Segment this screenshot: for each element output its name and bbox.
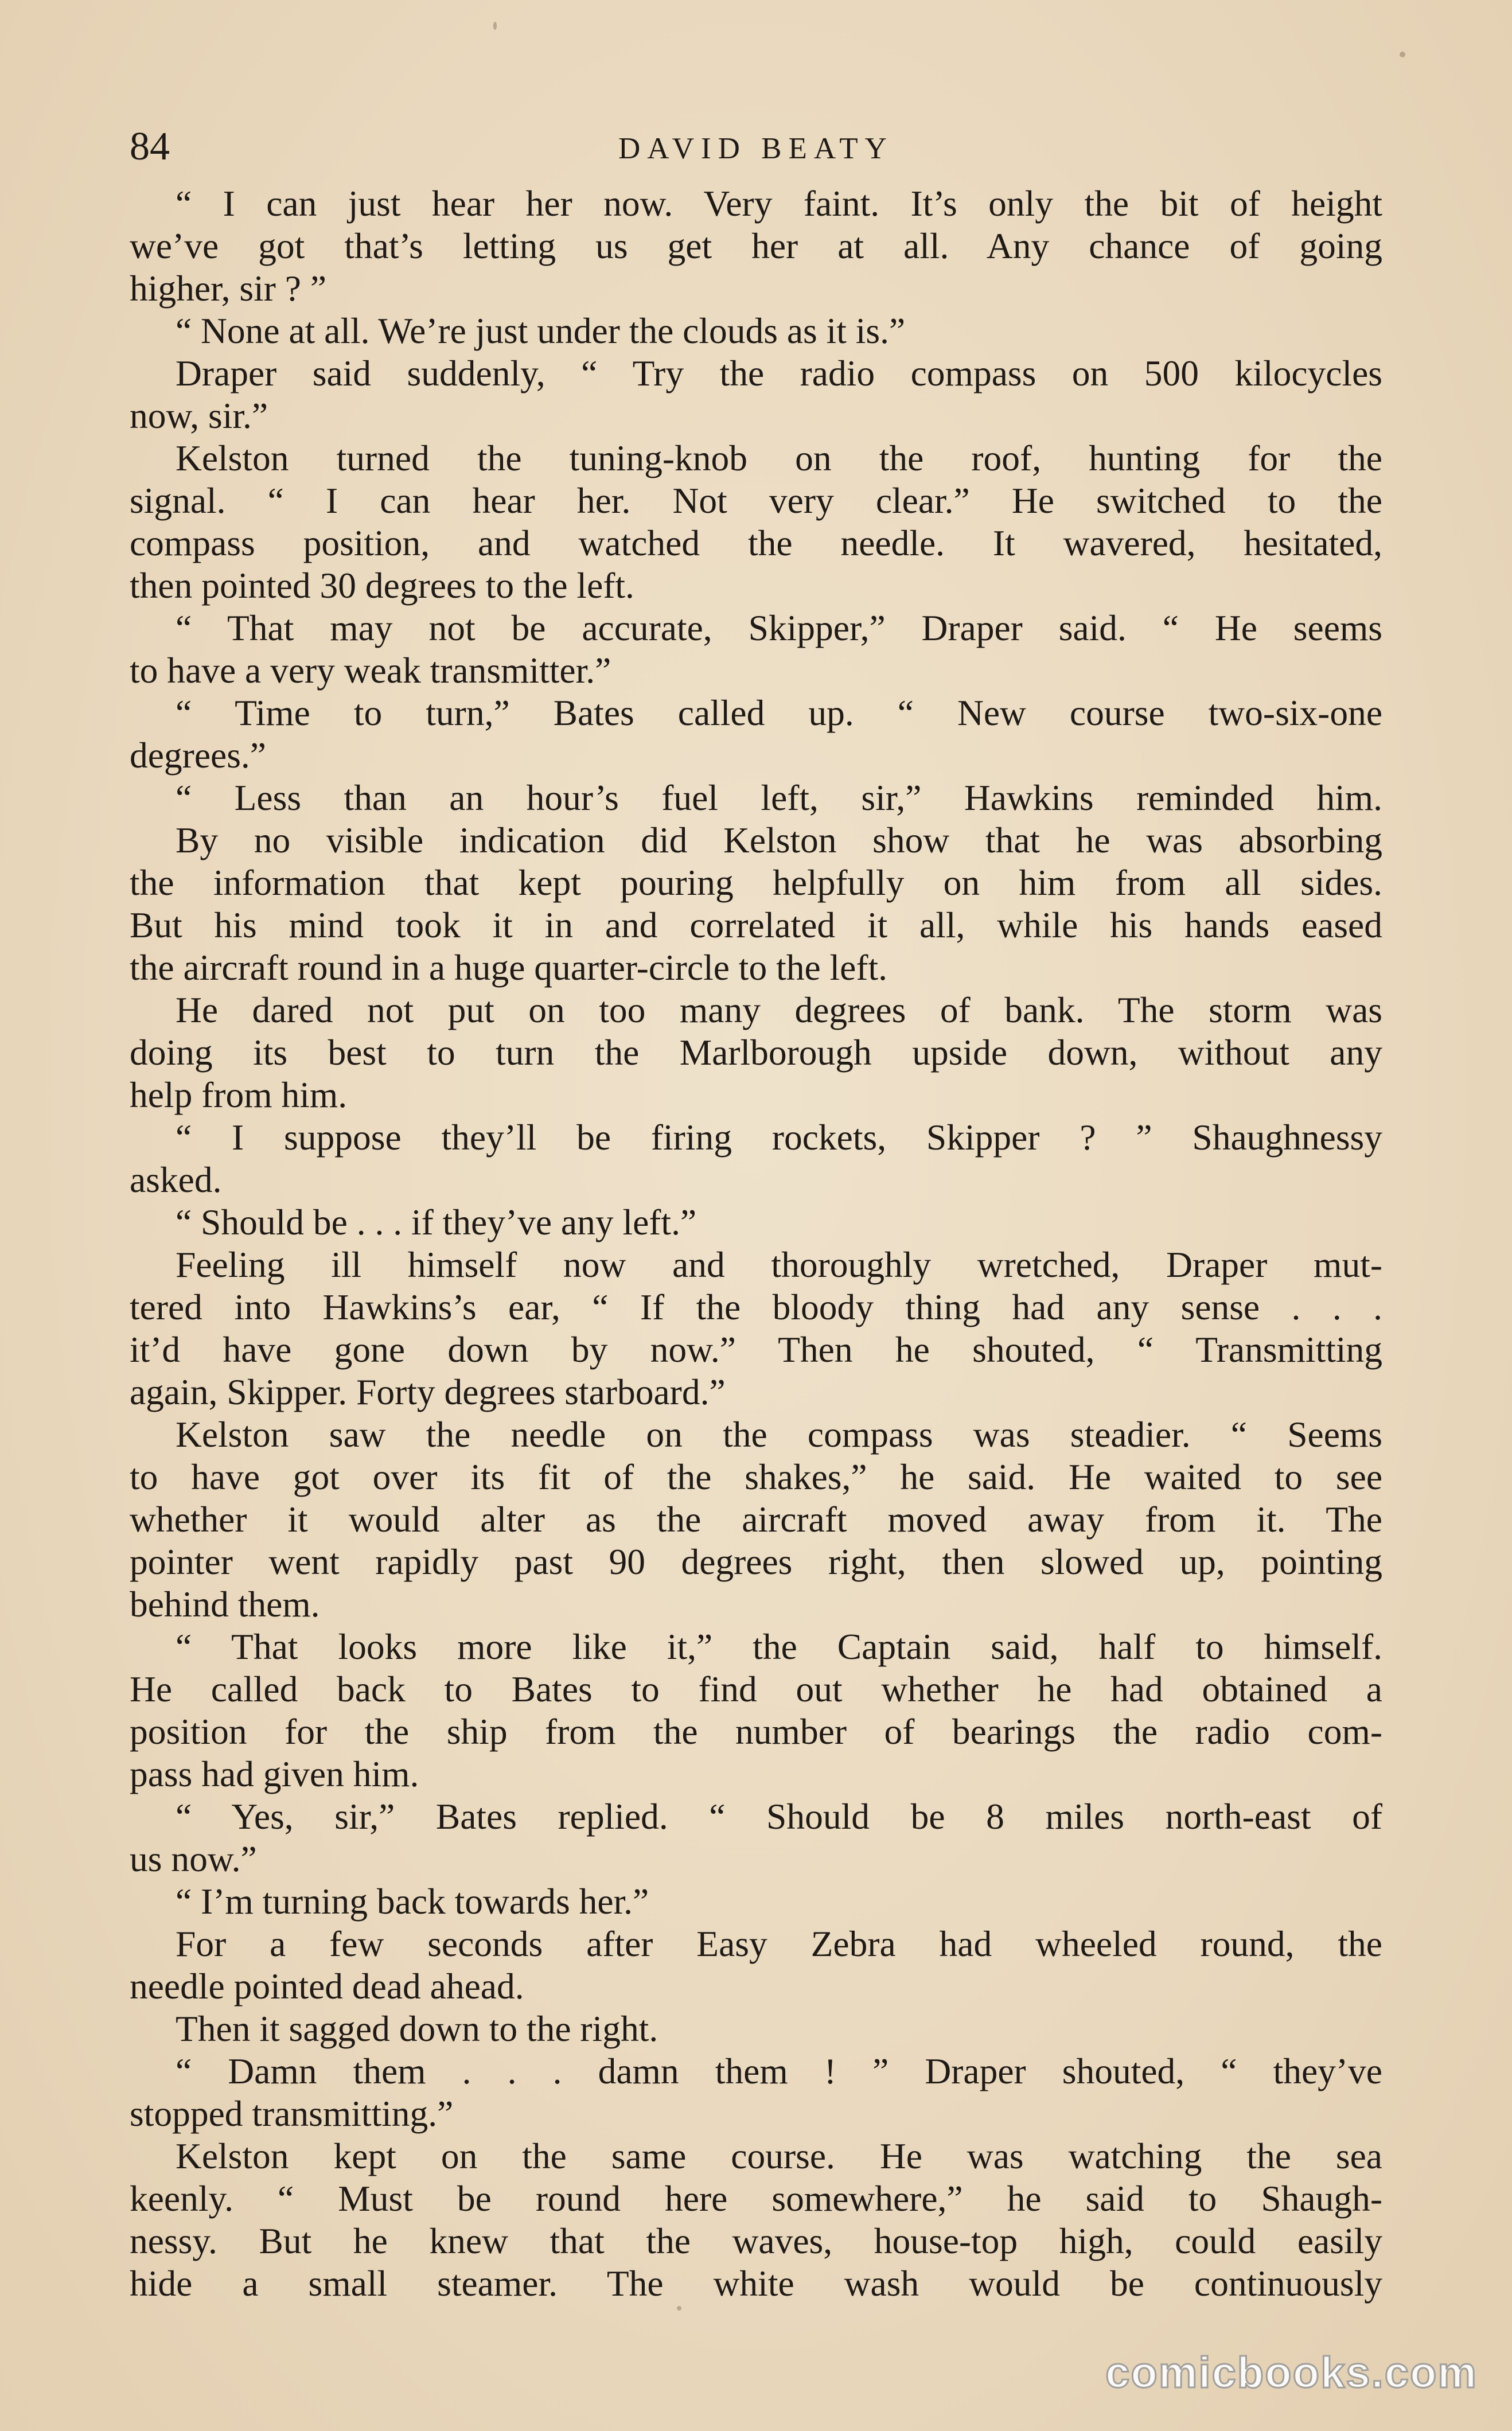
text-line: He called back to Bates to find out whether he had obtained a (130, 1669, 1382, 1709)
body-text (130, 182, 1382, 2305)
text-line: hide a small steamer. The white wash would be continuously (130, 2263, 1382, 2304)
text-line: He dared not put on too many degrees of bank. The storm was (176, 989, 1382, 1030)
text-line: asked. (130, 1159, 222, 1200)
text-line: tered into Hawkins’s ear, “ If the bloody thing had any sense . . . (130, 1287, 1382, 1327)
text-line: “ Time to turn,” Bates called up. “ New course two-six-one (176, 692, 1382, 733)
text-line: “ Should be . . . if they’ve any left.” (176, 1202, 697, 1242)
text-line: again, Skipper. Forty degrees starboard.” (130, 1372, 726, 1412)
text-line: the aircraft round in a huge quarter-circle to the left. (130, 947, 888, 988)
text-line: Kelston kept on the same course. He was watching the sea (176, 2136, 1382, 2176)
text-line: compass position, and watched the needle. It wavered, hesitated, (130, 523, 1382, 563)
book-page (130, 120, 1382, 2304)
text-line: higher, sir ? ” (130, 268, 327, 309)
text-line: “ I can just hear her now. Very faint. It’s only the bit of height (176, 183, 1382, 224)
text-line: Feeling ill himself now and thoroughly wretched, Draper mut- (176, 1244, 1382, 1285)
text-line: But his mind took it in and correlated it all, while his hands eased (130, 905, 1382, 945)
paper-speck (1400, 52, 1405, 57)
text-line: “ None at all. We’re just under the clouds as it is.” (176, 310, 906, 351)
text-line: it’d have gone down by now.” Then he shouted, “ Transmitting (130, 1329, 1382, 1370)
text-line: “ That may not be accurate, Skipper,” Draper said. “ He seems (176, 607, 1382, 648)
watermark-logo: comicbooks.com (1105, 2348, 1478, 2397)
text-line: “ Damn them . . . damn them ! ” Draper shouted, “ they’ve (176, 2051, 1382, 2091)
text-line: to have got over its fit of the shakes,” he said. He waited to see (130, 1456, 1382, 1497)
text-line: Then it sagged down to the right. (176, 2008, 658, 2049)
text-line: the information that kept pouring helpfully on him from all sides. (130, 862, 1382, 903)
text-line: now, sir.” (130, 395, 268, 436)
text-line: nessy. But he knew that the waves, house-top high, could easily (130, 2220, 1382, 2261)
page-number: 84 (130, 124, 170, 169)
paper-speck (493, 22, 497, 30)
text-line: position for the ship from the number of bearings the radio com- (130, 1711, 1382, 1752)
text-line: behind them. (130, 1584, 320, 1624)
text-line: we’ve got that’s letting us get her at all. Any chance of going (130, 225, 1382, 266)
text-line: “ I’m turning back towards her.” (176, 1881, 649, 1922)
text-line: pointer went rapidly past 90 degrees right, then slowed up, pointing (130, 1541, 1382, 1582)
running-head: DAVID BEATY (618, 132, 894, 165)
text-line: stopped transmitting.” (130, 2093, 454, 2134)
text-line: Draper said suddenly, “ Try the radio compass on 500 kilocycles (176, 353, 1382, 394)
page-header (130, 120, 1382, 184)
text-line: For a few seconds after Easy Zebra had wheeled round, the (176, 1923, 1382, 1964)
text-line: Kelston turned the tuning-knob on the roof, hunting for the (176, 438, 1382, 478)
text-line: whether it would alter as the aircraft moved away from it. The (130, 1499, 1382, 1540)
text-line: needle pointed dead ahead. (130, 1966, 524, 2007)
text-line: help from him. (130, 1074, 348, 1115)
text-line: then pointed 30 degrees to the left. (130, 565, 634, 606)
text-line: By no visible indication did Kelston show that he was absorbing (176, 820, 1382, 860)
paper-speck (677, 2306, 681, 2311)
text-line: us now.” (130, 1838, 257, 1879)
text-line: signal. “ I can hear her. Not very clear.” He switched to the (130, 480, 1382, 521)
text-line: degrees.” (130, 735, 266, 776)
text-line: to have a very weak transmitter.” (130, 650, 611, 691)
text-line: “ Yes, sir,” Bates replied. “ Should be 8 miles north-east of (176, 1796, 1382, 1837)
text-line: “ That looks more like it,” the Captain said, half to himself. (176, 1626, 1382, 1667)
text-line: Kelston saw the needle on the compass was steadier. “ Seems (176, 1414, 1382, 1455)
text-line: doing its best to turn the Marlborough upside down, without any (130, 1032, 1382, 1073)
text-line: keenly. “ Must be round here somewhere,” he said to Shaugh- (130, 2178, 1382, 2219)
text-line: pass had given him. (130, 1754, 419, 1794)
text-line: “ Less than an hour’s fuel left, sir,” Hawkins reminded him. (176, 777, 1382, 818)
text-line: “ I suppose they’ll be firing rockets, Skipper ? ” Shaughnessy (176, 1117, 1382, 1158)
